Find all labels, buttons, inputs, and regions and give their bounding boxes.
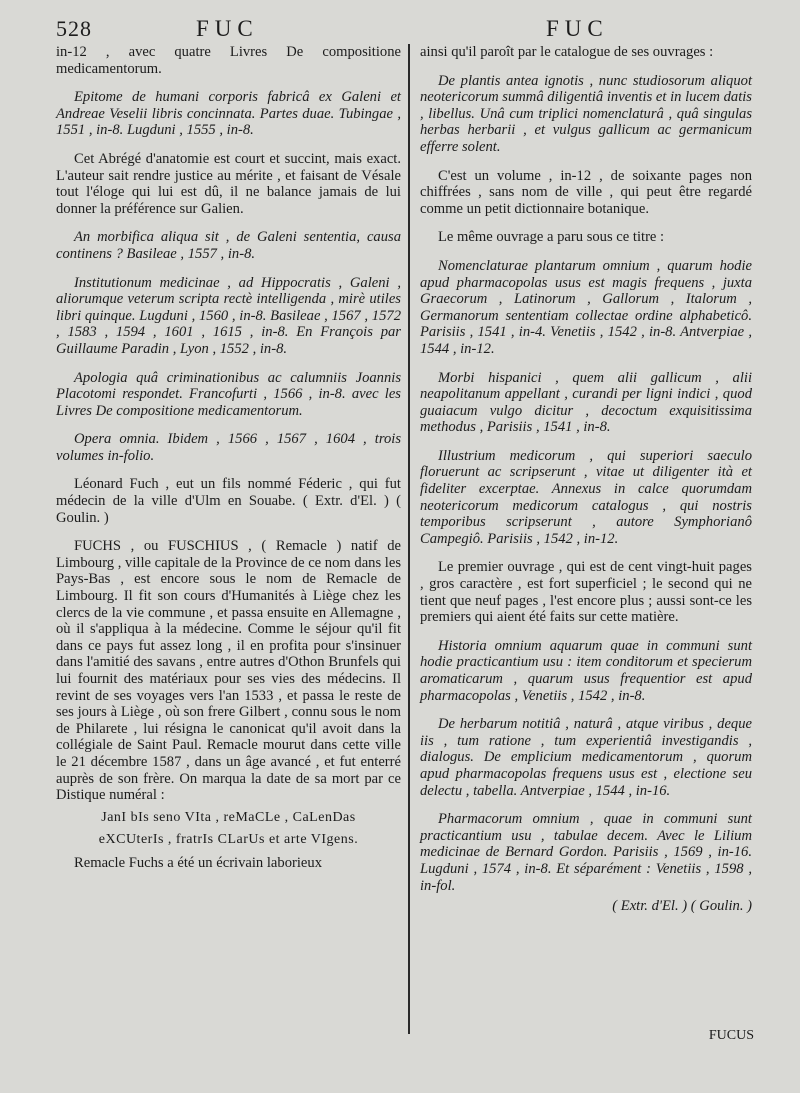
distich-line: JanI bIs seno VIta , reMaCLe , CaLenDas	[101, 809, 356, 825]
left-paragraph: Cet Abrégé d'anatomie est court et succint, mais exact. L'auteur sait rendre justice au mérite , et faisant de Vésale tout l'éloge qui lui est dû, il ne balance jamais de lui donner la préférence sur Galien.	[56, 150, 401, 217]
right-paragraph: De herbarum notitiâ , naturâ , atque viribus , deque iis , tum ratione , tum experientiâ investigandis , dialogus. De emplicium medicamentorum , quorum apud pharmacopolas frequens usus est , electione seu delectu , tabella. Antverpiae , 1544 , in-16.	[420, 716, 752, 799]
distich-line: eXCUterIs , fratrIs CLarUs et arte VIgens.	[98, 832, 359, 848]
left-paragraph: An morbifica aliqua sit , de Galeni sententia, causa continens ? Basileae , 1557 , in-8.	[56, 229, 401, 262]
right-paragraph: ainsi qu'il paroît par le catalogue de ses ouvrages :	[420, 44, 714, 60]
running-head-left: FUC	[196, 16, 259, 41]
catchword: FUCUS	[708, 1028, 754, 1043]
right-column	[420, 44, 752, 915]
right-paragraph: De plantis antea ignotis , nunc studiosorum aliquot neotericorum summâ diligentiâ inventis et in lucem datis , libellus. Unâ cum triplici nomenclaturâ , quâ singulas herbas herbarii , et vulgus gallicum ac germanicum efferre solent.	[420, 72, 752, 155]
left-paragraph: Opera omnia. Ibidem , 1566 , 1567 , 1604 , trois volumes in-folio.	[56, 431, 401, 464]
left-paragraph: Apologia quâ criminationibus ac calumniis Joannis Placotomi respondet. Francofurti , 1566 , in-8. avec les Livres De compositione medicamentorum.	[56, 369, 401, 419]
entry-fuchs: FUCHS , ou FUSCHIUS , ( Remacle ) natif de Limbourg , ville capitale de la Province de ce nom dans les Pays-Bas , est encore sous le nom de Remacle de Limbourg. Il fit son cours d'Humanités à Liège chez les clercs de la vie commune , et passa ensuite en Allemagne , où il s'appliqua à la médecine. Comme le séjour qu'il fit dans ce pays fut assez long , il en profita pour s'insinuer dans l'amitié des savans , entre autres d'Othon Brunfels qui lui fournit des matériaux pour ses vies des médecins. Il revint de ses voyages vers l'an 1533 , et passa le reste de ses jours à Liège , où son frere Gilbert , connu sous le nom de Philarete , lui résigna le canonicat qu'il avoit dans la collégiale de Saint Paul. Remacle mourut dans cette ville le 21 décembre 1587 , dans un âge avancé , et fut enterré auprès de son frère. On marqua la date de sa mort par ce Distique numéral :	[56, 538, 402, 804]
left-paragraph: in-12 , avec quatre Livres De compositione medicamentorum.	[56, 44, 401, 77]
source-note: ( Extr. d'El. ) ( Goulin. )	[612, 898, 752, 915]
column-divider	[408, 44, 410, 1034]
running-head-right: FUC	[546, 16, 609, 41]
right-paragraph: Le premier ouvrage , qui est de cent vingt-huit pages , gros caractère , est fort superficiel ; le second qui ne tient que neuf pages , l'est encore plus ; aussi sont-ce les premiers qui aient été faits sur cette matière.	[420, 559, 752, 626]
running-header	[56, 16, 770, 46]
page-number: 528	[56, 16, 92, 41]
left-paragraph: Epitome de humani corporis fabricâ ex Galeni et Andreae Veselii libris concinnata. Partes duae. Tubingae , 1551 , in-8. Lugduni , 1555 , in-8.	[56, 89, 401, 139]
left-paragraph: Remacle Fuchs a été un écrivain laborieux	[74, 854, 322, 871]
right-paragraph: Morbi hispanici , quem alii gallicum , alii neapolitanum appellant , curandi per ligni indici , quod guaiacum vulgo dicitur , decoctum exquisitissima methodus , Parisiis , 1541 , in-8.	[420, 369, 752, 436]
right-paragraph: Nomenclaturae plantarum omnium , quarum hodie apud pharmacopolas usus est magis frequens , juxta Graecorum , Latinorum , Gallorum , Italorum , Germanorum sententiam collectae ordine alphabeticô. Parisiis , 1541 , in-4. Venetiis , 1542 , in-8. Antverpiae , 1544 , in-12.	[420, 257, 752, 357]
right-paragraph: Pharmacorum omnium , quae in communi sunt practicantium usu , tabulae decem. Avec le Lilium medicinae de Bernard Gordon. Parisiis , 1569 , in-16. Lugduni , 1574 , in-8. Et séparément : Venetiis , 1598 , in-fol.	[420, 811, 752, 894]
left-paragraph: Institutionum medicinae , ad Hippocratis , Galeni , aliorumque veterum scripta rectè intelligenda , mirè utiles libri quinque. Lugduni , 1560 , in-8. Basileae , 1567 , 1572 , 1583 , 1594 , 1601 , 1615 , in-8. En François par Guillaume Paradin , Lyon , 1552 , in-8.	[56, 274, 401, 357]
right-paragraph: C'est un volume , in-12 , de soixante pages non chiffrées , sans nom de ville , qui peut être regardé comme un petit dictionnaire botanique.	[420, 167, 752, 217]
left-column	[56, 44, 401, 884]
left-paragraph: Léonard Fuch , eut un fils nommé Féderic , qui fut médecin de la ville d'Ulm en Souabe. ( Extr. d'El. ) ( Goulin. )	[56, 476, 401, 526]
right-paragraph: Historia omnium aquarum quae in communi sunt hodie practicantium usu : item conditorum et specierum aromaticarum , quarum usus frequentior est apud pharmacopolas , Venetiis , 1542 , in-8.	[420, 637, 752, 704]
right-paragraph: Illustrium medicorum , qui superiori saeculo floruerunt ac scripserunt , vitae ut diligenter ità et fideliter excerptae. Annexus in calce quorumdam neotericorum medicorum catalogus , qui nostris temporibus scripserunt , autore Symphorianô Campegiô. Parisiis , 1542 , in-12.	[420, 447, 752, 547]
right-paragraph: Le même ouvrage a paru sous ce titre :	[438, 229, 665, 246]
